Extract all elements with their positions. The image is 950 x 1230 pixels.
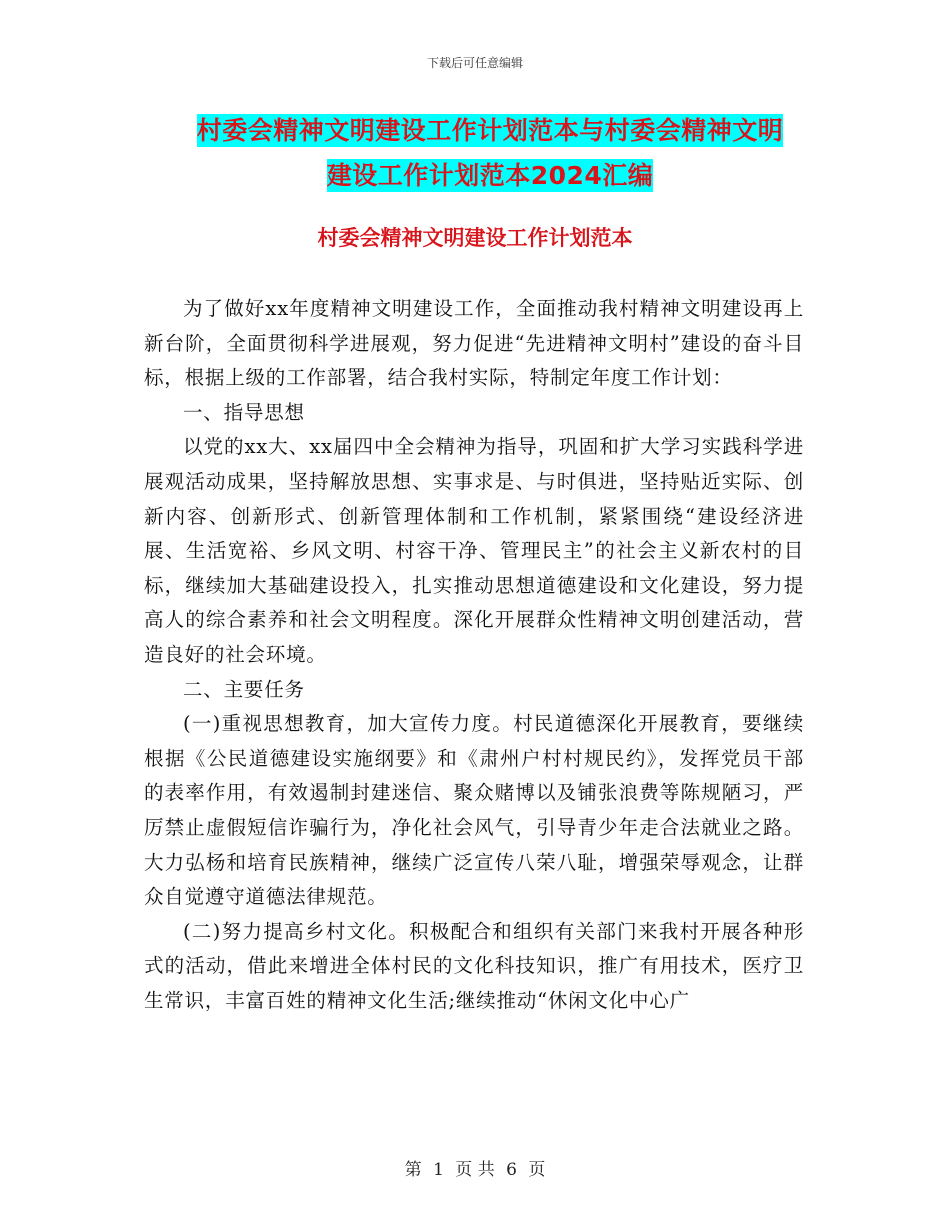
- document-body: [144, 292, 804, 1018]
- heading-guiding-ideology: 一、指导思想: [183, 400, 305, 424]
- footer-suffix: 页: [528, 1160, 546, 1180]
- title-highlight-2: 建设工作计划范本2024汇编: [326, 161, 654, 190]
- title-highlight-1: 村委会精神文明建设工作计划范本与村委会精神文明: [196, 116, 784, 145]
- document-title-line-2: [160, 153, 820, 198]
- total-page-count: 6: [506, 1160, 517, 1180]
- section-title: 村委会精神文明建设工作计划范本: [317, 226, 633, 250]
- page-footer: [0, 1155, 950, 1180]
- header-note: 下载后可任意编辑: [426, 56, 523, 70]
- footer-middle: 页 共: [455, 1160, 495, 1180]
- footer-prefix: 第: [404, 1160, 422, 1180]
- paragraph-task-1: (一)重视思想教育，加大宣传力度。村民道德深化开展教育，要继续根据《公民道德建设实施纲要》和《肃州户村村规民约》，发挥党员干部的表率作用，有效遏制封建迷信、聚众赌博以及铺张浪费等陈规陋习，严厉禁止虚假短信诈骗行为，净化社会风气，引导青少年走合法就业之路。大力弘杨和培育民族精神，继续广泛宣传八荣八耻，增强荣辱观念，让群众自觉遵守道德法律规范。: [144, 712, 804, 909]
- document-title-line-1: [160, 108, 820, 153]
- current-page-number: 1: [433, 1160, 444, 1180]
- heading-main-tasks: 二、主要任务: [183, 677, 305, 701]
- paragraph-intro: 为了做好xx年度精神文明建设工作，全面推动我村精神文明建设再上新台阶，全面贯彻科学进展观，努力促进“先进精神文明村”建设的奋斗目标，根据上级的工作部署，结合我村实际，特制定年度工作计划：: [144, 297, 804, 390]
- document-title: [160, 108, 820, 198]
- paragraph-guiding-ideology: 以党的xx大、xx届四中全会精神为指导，巩固和扩大学习实践科学进展观活动成果，坚持解放思想、实事求是、与时俱进，坚持贴近实际、创新内容、创新形式、创新管理体制和工作机制，紧紧围绕“建设经济进展、生活宽裕、乡风文明、村容干净、管理民主”的社会主义新农村的目标，继续加大基础建设投入，扎实推动思想道德建设和文化建设，努力提高人的综合素养和社会文明程度。深化开展群众性精神文明创建活动，营造良好的社会环境。: [144, 435, 804, 666]
- paragraph-task-2: (二)努力提高乡村文化。积极配合和组织有关部门来我村开展各种形式的活动，借此来增进全体村民的文化科技知识，推广有用技术，医疗卫生常识，丰富百姓的精神文化生活;继续推动“休闲文化中心广: [144, 919, 804, 1012]
